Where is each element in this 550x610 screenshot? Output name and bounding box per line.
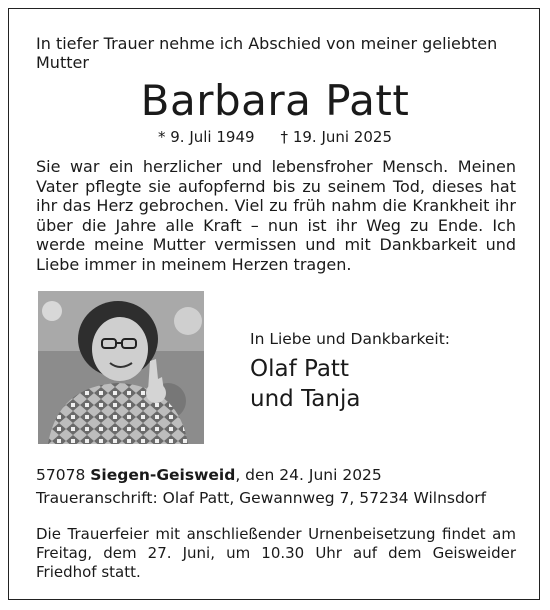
intro-text: In tiefer Trauer nehme ich Abschied von meiner geliebten Mutter: [36, 34, 498, 72]
mourner-name-2: und Tanja: [250, 386, 361, 412]
deceased-name: Barbara Patt: [140, 76, 410, 125]
mourning-address: Traueranschrift: Olaf Patt, Gewannweg 7, 57234 Wilnsdorf: [36, 489, 487, 507]
ceremony-info: Die Trauerfeier mit anschließender Urnenbeisetzung findet am Freitag, dem 27. Juni, um 10.30 Uhr auf dem Geisweider Friedhof statt.: [36, 525, 516, 581]
town-name: Siegen-Geisweid: [90, 466, 236, 484]
birth-date: * 9. Juli 1949: [157, 128, 255, 146]
mourner-name-1: Olaf Patt: [250, 356, 349, 382]
death-date: † 19. Juni 2025: [280, 128, 392, 146]
tribute-text: Sie war ein herzlicher und lebensfroher Mensch. Meinen Vater pflegte sie aufopfernd bis zu seinem Tod, dieses hat ihr das Herz gebrochen. Viel zu früh nahm die Krankheit ihr über die Jahre alle Kraft – nun ist ihr Weg zu Ende. Ich werde meine Mutter vermissen und mit Dankbarkeit und Liebe immer in meinem Herzen tragen.: [36, 157, 516, 274]
zip-code: 57078: [36, 466, 86, 484]
thanks-label: In Liebe und Dankbarkeit:: [250, 330, 451, 348]
portrait-photo: [38, 291, 204, 444]
place-date-line: [36, 466, 382, 484]
notice-date: , den 24. Juni 2025: [235, 466, 382, 484]
life-dates: [0, 128, 550, 146]
portrait-image: [38, 291, 204, 444]
